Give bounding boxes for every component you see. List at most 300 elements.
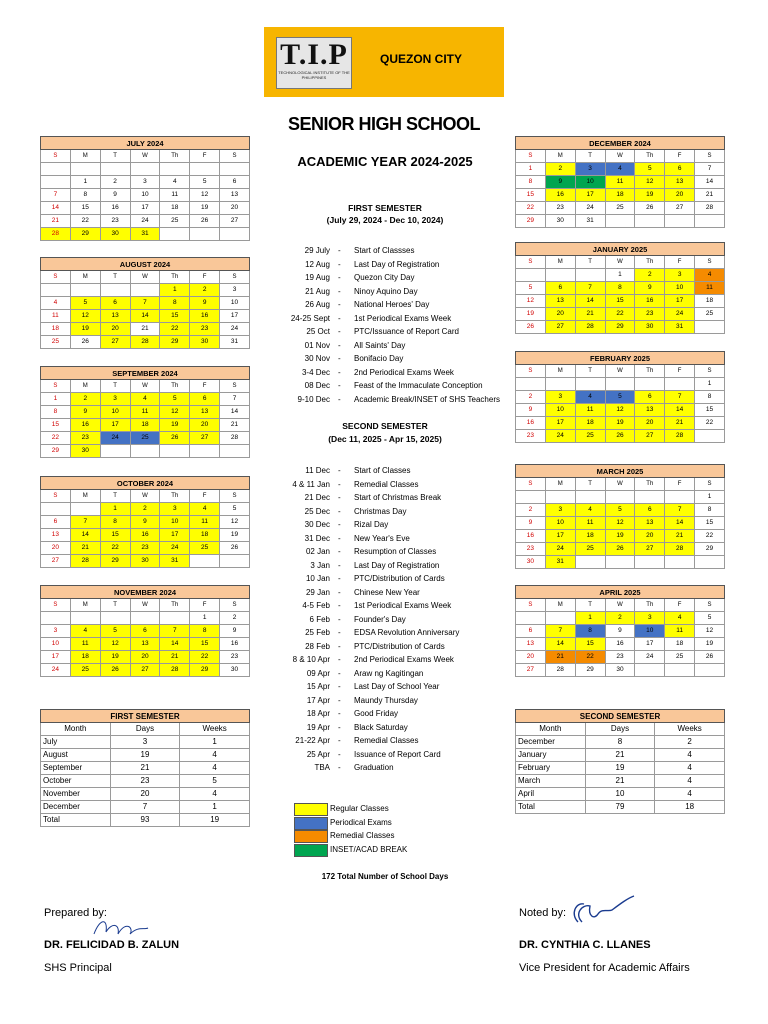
- event-separator: -: [338, 736, 341, 745]
- summary-header: Month: [516, 723, 586, 736]
- calendar-day: 11: [190, 516, 220, 529]
- calendar-day: [605, 378, 635, 391]
- calendar-day: 15: [605, 295, 635, 308]
- event-text: Remedial Classes: [354, 736, 419, 745]
- summary-cell: 2: [655, 736, 725, 749]
- event-date: 10 Jan: [305, 574, 330, 583]
- calendar-day: 24: [545, 543, 575, 556]
- calendar-day: 26: [70, 336, 100, 349]
- event-text: EDSA Revolution Anniversary: [354, 628, 460, 637]
- calendar-day: 7: [665, 504, 695, 517]
- noted-title: Vice President for Academic Affairs: [519, 962, 690, 974]
- calendar-day: 27: [190, 432, 220, 445]
- calendar-day: 26: [635, 202, 665, 215]
- summary-header: Days: [585, 723, 655, 736]
- calendar-day: 17: [41, 651, 71, 664]
- calendar-day: 23: [516, 543, 546, 556]
- day-header: S: [516, 478, 546, 491]
- calendar-day: 23: [635, 308, 665, 321]
- calendar-day: 4: [695, 269, 725, 282]
- calendar-day: 7: [41, 189, 71, 202]
- event-row: [272, 654, 522, 665]
- calendar-day: 11: [70, 638, 100, 651]
- event-text: Last Day of School Year: [354, 682, 440, 691]
- day-header: S: [516, 365, 546, 378]
- event-separator: -: [338, 506, 341, 516]
- calendar-day: 4: [130, 393, 160, 406]
- calendar-day: 28: [160, 664, 190, 677]
- event-row: [272, 326, 522, 337]
- calendar-day: 14: [160, 638, 190, 651]
- event-text: Quezon City Day: [354, 273, 415, 282]
- calendar-day: 19: [220, 529, 250, 542]
- calendar-right-2: [515, 351, 725, 443]
- calendar-day: 27: [545, 321, 575, 334]
- event-row: [272, 614, 522, 625]
- event-row: [272, 533, 522, 544]
- calendar-day: 1: [190, 612, 220, 625]
- calendar-day: 30: [545, 215, 575, 228]
- calendar-day: 7: [160, 625, 190, 638]
- calendar-day: [220, 555, 250, 568]
- calendar-day: 21: [575, 308, 605, 321]
- event-date: 21 Aug: [305, 286, 330, 296]
- event-text: Start of Classses: [354, 246, 415, 255]
- event-text: Resumption of Classes: [354, 547, 437, 556]
- event-row: [272, 560, 522, 571]
- calendar-day: 1: [41, 393, 71, 406]
- day-header: Th: [160, 380, 190, 393]
- calendar-day: 30: [100, 228, 130, 241]
- day-header: T: [575, 256, 605, 269]
- event-separator: -: [338, 749, 341, 759]
- calendar-day: 4: [575, 504, 605, 517]
- summary-cell: 4: [180, 762, 250, 775]
- calendar-day: 4: [665, 612, 695, 625]
- day-header: M: [545, 256, 575, 269]
- calendar-day: 13: [635, 404, 665, 417]
- second-semester-summary: [515, 709, 725, 814]
- calendar-day: 4: [41, 297, 71, 310]
- legend-swatch: [294, 817, 328, 830]
- summary-cell: February: [516, 762, 586, 775]
- calendar-day: 1: [695, 378, 725, 391]
- event-date: 25 Oct: [306, 327, 330, 336]
- legend-swatch: [294, 844, 328, 857]
- calendar-day: 28: [665, 543, 695, 556]
- calendar-day: 16: [605, 638, 635, 651]
- summary-title: FIRST SEMESTER: [41, 710, 250, 723]
- calendar-day: 6: [130, 625, 160, 638]
- calendar-day: 3: [665, 269, 695, 282]
- second-semester-range: (Dec 11, 2025 - Apr 15, 2025): [328, 434, 442, 444]
- calendar-day: 17: [160, 529, 190, 542]
- event-separator: -: [338, 574, 341, 583]
- calendar-day: [130, 612, 160, 625]
- calendar-day: 21: [545, 651, 575, 664]
- event-text: Bonifacio Day: [354, 354, 404, 363]
- day-header: Th: [160, 599, 190, 612]
- event-text: Founder's Day: [354, 614, 406, 624]
- calendar-day: 16: [190, 310, 220, 323]
- event-separator: -: [338, 479, 341, 489]
- event-separator: -: [338, 641, 341, 651]
- calendar-day: 16: [516, 530, 546, 543]
- day-header: W: [130, 380, 160, 393]
- calendar-day: 22: [160, 323, 190, 336]
- calendar-day: 22: [695, 417, 725, 430]
- event-separator: -: [338, 313, 341, 323]
- calendar-day: [130, 284, 160, 297]
- calendar-day: 8: [605, 282, 635, 295]
- calendar-day: 5: [635, 163, 665, 176]
- event-date: 08 Dec: [304, 381, 330, 390]
- calendar-day: 2: [635, 269, 665, 282]
- calendar-day: 16: [516, 417, 546, 430]
- event-row: [272, 708, 522, 719]
- calendar-month-title: AUGUST 2024: [41, 258, 250, 271]
- event-date: 21-22 Apr: [295, 736, 330, 745]
- calendar-day: 6: [41, 516, 71, 529]
- event-date: 18 Apr: [306, 709, 330, 718]
- calendar-day: 10: [41, 638, 71, 651]
- calendar-day: 23: [220, 651, 250, 664]
- day-header: S: [516, 599, 546, 612]
- calendar-day: 29: [41, 445, 71, 458]
- calendar-day: 3: [100, 393, 130, 406]
- calendar-day: 11: [695, 282, 725, 295]
- calendar-day: 13: [190, 406, 220, 419]
- calendar-day: 31: [575, 215, 605, 228]
- event-row: [272, 313, 522, 324]
- day-header: M: [70, 490, 100, 503]
- event-row: [272, 259, 522, 270]
- calendar-day: [695, 664, 725, 677]
- calendar-day: 20: [130, 651, 160, 664]
- calendar-day: 6: [665, 163, 695, 176]
- event-separator: -: [338, 601, 341, 610]
- calendar-day: 30: [605, 664, 635, 677]
- summary-cell: 18: [655, 801, 725, 814]
- calendar-day: 25: [695, 308, 725, 321]
- calendar-day: [130, 163, 160, 176]
- summary-cell: November: [41, 788, 111, 801]
- calendar-day: 2: [70, 393, 100, 406]
- calendar-day: 14: [41, 202, 71, 215]
- event-text: National Heroes' Day: [354, 300, 430, 309]
- calendar-day: 6: [100, 297, 130, 310]
- summary-cell: Total: [516, 801, 586, 814]
- calendar-day: 1: [160, 284, 190, 297]
- logo-text: T.I.P: [280, 38, 348, 71]
- summary-cell: 5: [180, 775, 250, 788]
- summary-header: Weeks: [180, 723, 250, 736]
- event-date: 17 Apr: [306, 695, 330, 705]
- calendar-day: 4: [70, 625, 100, 638]
- day-header: W: [130, 271, 160, 284]
- calendar-day: [100, 163, 130, 176]
- calendar-day: 22: [41, 432, 71, 445]
- day-header: F: [665, 599, 695, 612]
- calendar-day: 11: [160, 189, 190, 202]
- legend-item: [294, 817, 494, 830]
- noted-name: DR. CYNTHIA C. LLANES: [519, 939, 651, 951]
- calendar-day: 30: [190, 336, 220, 349]
- event-separator: -: [338, 628, 341, 637]
- day-header: M: [545, 599, 575, 612]
- event-text: Chinese New Year: [354, 587, 420, 597]
- event-row: [272, 245, 522, 256]
- calendar-day: [190, 555, 220, 568]
- calendar-day: 16: [100, 202, 130, 215]
- summary-cell: 4: [655, 775, 725, 788]
- event-text: 2nd Periodical Exams Week: [354, 367, 454, 377]
- summary-cell: September: [41, 762, 111, 775]
- calendar-day: 30: [516, 556, 546, 569]
- day-header: W: [605, 256, 635, 269]
- calendar-day: 20: [190, 419, 220, 432]
- calendar-day: 27: [516, 664, 546, 677]
- calendar-day: [41, 503, 71, 516]
- day-header: T: [100, 599, 130, 612]
- legend-item: [294, 830, 494, 843]
- summary-cell: 7: [110, 801, 180, 814]
- calendar-month-title: DECEMBER 2024: [516, 137, 725, 150]
- calendar-day: 8: [575, 625, 605, 638]
- calendar-day: [70, 503, 100, 516]
- calendar-day: [41, 284, 71, 297]
- event-row: [272, 627, 522, 638]
- calendar-day: 16: [70, 419, 100, 432]
- day-header: S: [41, 380, 71, 393]
- calendar-day: 18: [695, 295, 725, 308]
- calendar-day: 4: [575, 391, 605, 404]
- calendar-day: 7: [695, 163, 725, 176]
- calendar-day: 19: [100, 651, 130, 664]
- calendar-day: 30: [70, 445, 100, 458]
- calendar-day: 31: [130, 228, 160, 241]
- calendar-day: 21: [70, 542, 100, 555]
- event-row: [272, 641, 522, 652]
- calendar-left-3: [40, 476, 250, 568]
- summary-row: [41, 775, 250, 788]
- calendar-day: 24: [130, 215, 160, 228]
- calendar-day: [160, 228, 190, 241]
- summary-cell: 8: [585, 736, 655, 749]
- calendar-day: 13: [41, 529, 71, 542]
- summary-cell: January: [516, 749, 586, 762]
- calendar-day: 16: [220, 638, 250, 651]
- event-text: Last Day of Registration: [354, 560, 440, 570]
- calendar-day: [100, 612, 130, 625]
- calendar-day: 8: [70, 189, 100, 202]
- event-date: 3 Jan: [310, 560, 330, 570]
- calendar-day: 31: [220, 336, 250, 349]
- calendar-day: 19: [190, 202, 220, 215]
- calendar-day: 22: [100, 542, 130, 555]
- calendar-day: 26: [190, 215, 220, 228]
- calendar-day: 29: [70, 228, 100, 241]
- calendar-day: 4: [190, 503, 220, 516]
- event-row: [272, 681, 522, 692]
- calendar-day: 15: [100, 529, 130, 542]
- calendar-day: 1: [605, 269, 635, 282]
- calendar-day: 26: [100, 664, 130, 677]
- day-header: T: [100, 271, 130, 284]
- calendar-day: 31: [665, 321, 695, 334]
- calendar-day: [41, 612, 71, 625]
- calendar-day: 11: [575, 517, 605, 530]
- calendar-day: 15: [70, 202, 100, 215]
- first-semester-range: (July 29, 2024 - Dec 10, 2024): [326, 215, 444, 225]
- prepared-signature: [90, 914, 150, 940]
- calendar-day: 10: [665, 282, 695, 295]
- calendar-day: [575, 269, 605, 282]
- calendar-day: 18: [575, 417, 605, 430]
- event-date: 24-25 Sept: [290, 313, 330, 323]
- summary-row: [41, 814, 250, 827]
- calendar-month-title: SEPTEMBER 2024: [41, 367, 250, 380]
- calendar-day: 16: [635, 295, 665, 308]
- day-header: W: [130, 599, 160, 612]
- day-header: S: [220, 380, 250, 393]
- event-text: Christmas Day: [354, 506, 407, 516]
- day-header: T: [575, 599, 605, 612]
- event-separator: -: [338, 259, 341, 269]
- summary-cell: March: [516, 775, 586, 788]
- calendar-day: 20: [665, 189, 695, 202]
- event-separator: -: [338, 381, 341, 390]
- calendar-day: 6: [220, 176, 250, 189]
- day-header: Th: [635, 256, 665, 269]
- event-separator: -: [338, 246, 341, 255]
- calendar-day: 26: [160, 432, 190, 445]
- summary-cell: 4: [655, 749, 725, 762]
- event-date: 9-10 Dec: [297, 394, 330, 404]
- summary-cell: 20: [110, 788, 180, 801]
- calendar-day: 31: [545, 556, 575, 569]
- calendar-day: 27: [665, 202, 695, 215]
- calendar-day: 13: [516, 638, 546, 651]
- calendar-day: 16: [545, 189, 575, 202]
- calendar-day: 3: [545, 504, 575, 517]
- calendar-day: 18: [665, 638, 695, 651]
- day-header: F: [665, 150, 695, 163]
- summary-cell: 4: [180, 749, 250, 762]
- event-text: Remedial Classes: [354, 479, 419, 489]
- summary-cell: July: [41, 736, 111, 749]
- calendar-day: 20: [635, 417, 665, 430]
- calendar-day: 5: [605, 504, 635, 517]
- calendar-day: 26: [605, 543, 635, 556]
- calendar-day: 2: [100, 176, 130, 189]
- calendar-day: 24: [635, 651, 665, 664]
- summary-cell: 1: [180, 736, 250, 749]
- calendar-day: 9: [190, 297, 220, 310]
- event-row: [272, 492, 522, 503]
- calendar-day: [41, 176, 71, 189]
- summary-cell: 4: [655, 788, 725, 801]
- day-header: M: [70, 380, 100, 393]
- calendar-day: 13: [100, 310, 130, 323]
- calendar-day: 25: [575, 430, 605, 443]
- calendar-day: 20: [41, 542, 71, 555]
- tip-logo: [276, 37, 352, 89]
- calendar-day: 15: [695, 517, 725, 530]
- calendar-day: 9: [545, 176, 575, 189]
- calendar-day: 5: [220, 503, 250, 516]
- day-header: S: [695, 599, 725, 612]
- calendar-day: 7: [70, 516, 100, 529]
- event-row: [272, 762, 522, 773]
- summary-title: SECOND SEMESTER: [516, 710, 725, 723]
- calendar-day: 24: [160, 542, 190, 555]
- summary-row: [41, 736, 250, 749]
- calendar-day: 22: [605, 308, 635, 321]
- calendar-day: 27: [41, 555, 71, 568]
- day-header: W: [605, 478, 635, 491]
- calendar-day: 13: [130, 638, 160, 651]
- calendar-day: 7: [575, 282, 605, 295]
- day-header: Th: [160, 490, 190, 503]
- event-separator: -: [338, 493, 341, 502]
- calendar-day: 21: [695, 189, 725, 202]
- calendar-day: 11: [41, 310, 71, 323]
- summary-row: [516, 762, 725, 775]
- calendar-day: 2: [605, 612, 635, 625]
- calendar-day: 21: [220, 419, 250, 432]
- summary-header: Month: [41, 723, 111, 736]
- calendar-day: 21: [130, 323, 160, 336]
- calendar-day: 29: [160, 336, 190, 349]
- event-text: Start of Classes: [354, 466, 411, 475]
- calendar-day: 9: [100, 189, 130, 202]
- calendar-day: [190, 163, 220, 176]
- calendar-month-title: FEBRUARY 2025: [516, 352, 725, 365]
- day-header: S: [220, 599, 250, 612]
- calendar-day: 1: [575, 612, 605, 625]
- calendar-day: [575, 378, 605, 391]
- summary-cell: 19: [180, 814, 250, 827]
- calendar-day: 20: [516, 651, 546, 664]
- school-title: SENIOR HIGH SCHOOL: [287, 114, 480, 134]
- calendar-day: 3: [545, 391, 575, 404]
- event-text: New Year's Eve: [354, 533, 410, 543]
- calendar-right-0: [515, 136, 725, 228]
- calendar-day: [41, 163, 71, 176]
- calendar-day: [100, 284, 130, 297]
- calendar-day: 24: [665, 308, 695, 321]
- calendar-day: 12: [605, 517, 635, 530]
- summary-cell: 93: [110, 814, 180, 827]
- calendar-day: 3: [41, 625, 71, 638]
- calendar-day: 17: [545, 530, 575, 543]
- legend-swatch: [294, 830, 328, 843]
- event-row: [272, 272, 522, 283]
- event-text: Araw ng Kagitingan: [354, 668, 424, 678]
- calendar-day: 20: [100, 323, 130, 336]
- calendar-day: 23: [605, 651, 635, 664]
- calendar-day: 14: [665, 517, 695, 530]
- event-row: [272, 367, 522, 378]
- calendar-day: 29: [575, 664, 605, 677]
- calendar-month-title: JULY 2024: [41, 137, 250, 150]
- calendar-day: 4: [605, 163, 635, 176]
- calendar-day: 26: [605, 430, 635, 443]
- calendar-day: 3: [575, 163, 605, 176]
- calendar-day: 11: [130, 406, 160, 419]
- calendar-day: 7: [130, 297, 160, 310]
